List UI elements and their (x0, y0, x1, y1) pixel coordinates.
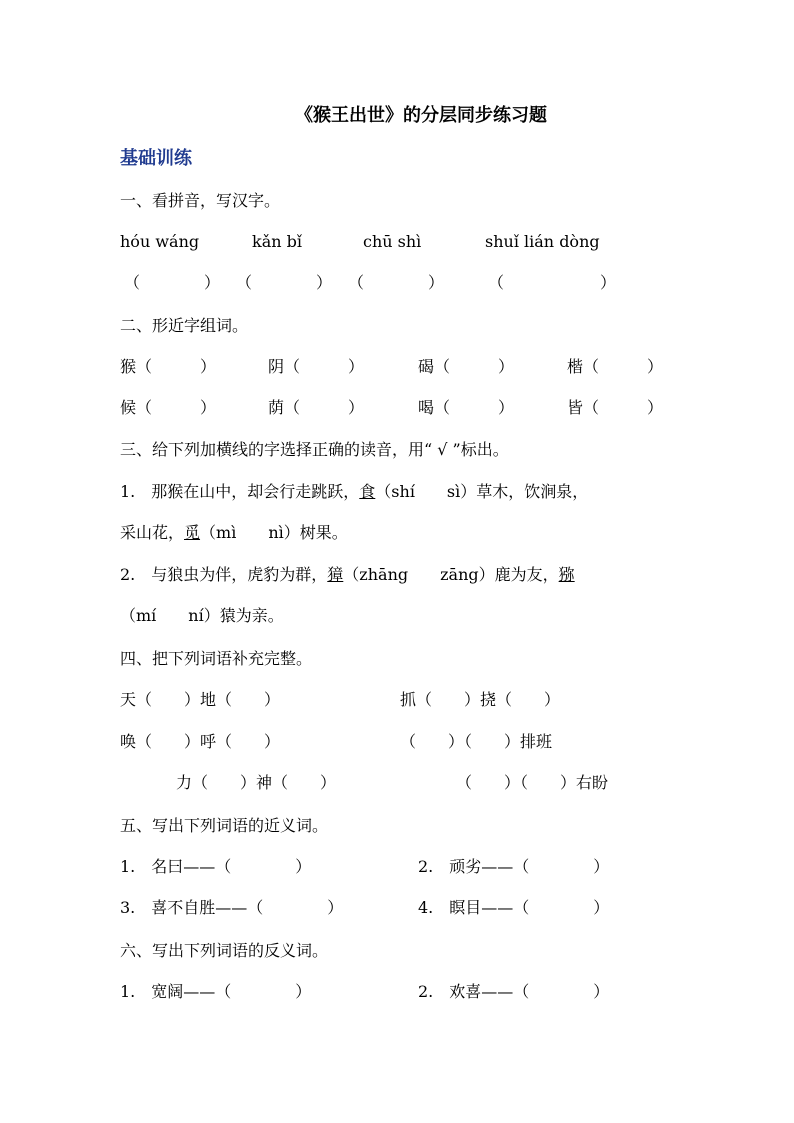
idiom-item[interactable]: 天（ ）地（ ） (120, 690, 281, 709)
q3-item-2-line-2[interactable]: （mí ní）猿为亲。 (120, 606, 284, 625)
q6-heading: 六、写出下列词语的反义词。 (120, 941, 329, 960)
word-group-item[interactable]: 荫（ ） (268, 398, 365, 417)
idiom-item[interactable]: 抓（ ）挠（ ） (400, 690, 561, 709)
pinyin-3: chū shì (363, 232, 422, 251)
antonym-item[interactable]: 2. 欢喜——（ ） (418, 982, 610, 1001)
reading-choice[interactable]: （shí sì）草木，饮涧泉， (375, 482, 589, 501)
text-span: 2. 与狼虫为伴，虎豹为群， (120, 565, 328, 584)
synonym-item[interactable]: 2. 顽劣——（ ） (418, 857, 610, 876)
pinyin-1: hóu wáng (120, 232, 200, 251)
underlined-char: 食 (359, 482, 376, 501)
reading-choice[interactable]: （mì nì）树果。 (200, 523, 348, 542)
q3-heading: 三、给下列加横线的字选择正确的读音，用“ √ ”标出。 (120, 440, 509, 459)
idiom-item[interactable]: （ ）（ ）排班 (400, 732, 553, 751)
q3-item-2-line-1 (120, 564, 575, 586)
underlined-char: 獐 (327, 565, 344, 584)
section-subtitle: 基础训练 (120, 148, 192, 169)
underlined-char: 猕 (558, 565, 575, 584)
word-group-item[interactable]: 皆（ ） (567, 398, 664, 417)
text-span: 采山花， (120, 523, 185, 542)
idiom-item[interactable]: 力（ ）神（ ） (176, 773, 337, 792)
word-group-item[interactable]: 候（ ） (120, 398, 217, 417)
pinyin-4: shuǐ lián dòng (485, 232, 600, 251)
q2-heading: 二、形近字组词。 (120, 316, 249, 335)
synonym-item[interactable]: 1. 名曰——（ ） (120, 857, 312, 876)
answer-blank-1[interactable]: （ ） (124, 273, 221, 292)
underlined-char: 觅 (184, 523, 201, 542)
word-group-item[interactable]: 碣（ ） (418, 357, 515, 376)
synonym-item[interactable]: 4. 瞑目——（ ） (418, 898, 610, 917)
page-title: 《猴王出世》的分层同步练习题 (295, 105, 547, 126)
text-span: 1. 那猴在山中，却会行走跳跃， (120, 482, 360, 501)
q4-heading: 四、把下列词语补充完整。 (120, 649, 313, 668)
answer-blank-3[interactable]: （ ） (348, 273, 445, 292)
q3-item-1-line-2 (120, 522, 348, 544)
reading-choice[interactable]: （zhāng zāng）鹿为友， (343, 565, 559, 584)
word-group-item[interactable]: 楷（ ） (567, 357, 664, 376)
synonym-item[interactable]: 3. 喜不自胜——（ ） (120, 898, 344, 917)
pinyin-2: kǎn bǐ (252, 232, 302, 251)
word-group-item[interactable]: 阴（ ） (268, 357, 365, 376)
idiom-item[interactable]: 唤（ ）呼（ ） (120, 732, 281, 751)
word-group-item[interactable]: 猴（ ） (120, 357, 217, 376)
answer-blank-4[interactable]: （ ） (488, 273, 617, 292)
q1-heading: 一、看拼音，写汉字。 (120, 191, 281, 210)
q5-heading: 五、写出下列词语的近义词。 (120, 816, 329, 835)
word-group-item[interactable]: 喝（ ） (418, 398, 515, 417)
answer-blank-2[interactable]: （ ） (236, 273, 333, 292)
antonym-item[interactable]: 1. 宽阔——（ ） (120, 982, 312, 1001)
idiom-item[interactable]: （ ）（ ）右盼 (456, 773, 609, 792)
q3-item-1-line-1 (120, 481, 588, 503)
